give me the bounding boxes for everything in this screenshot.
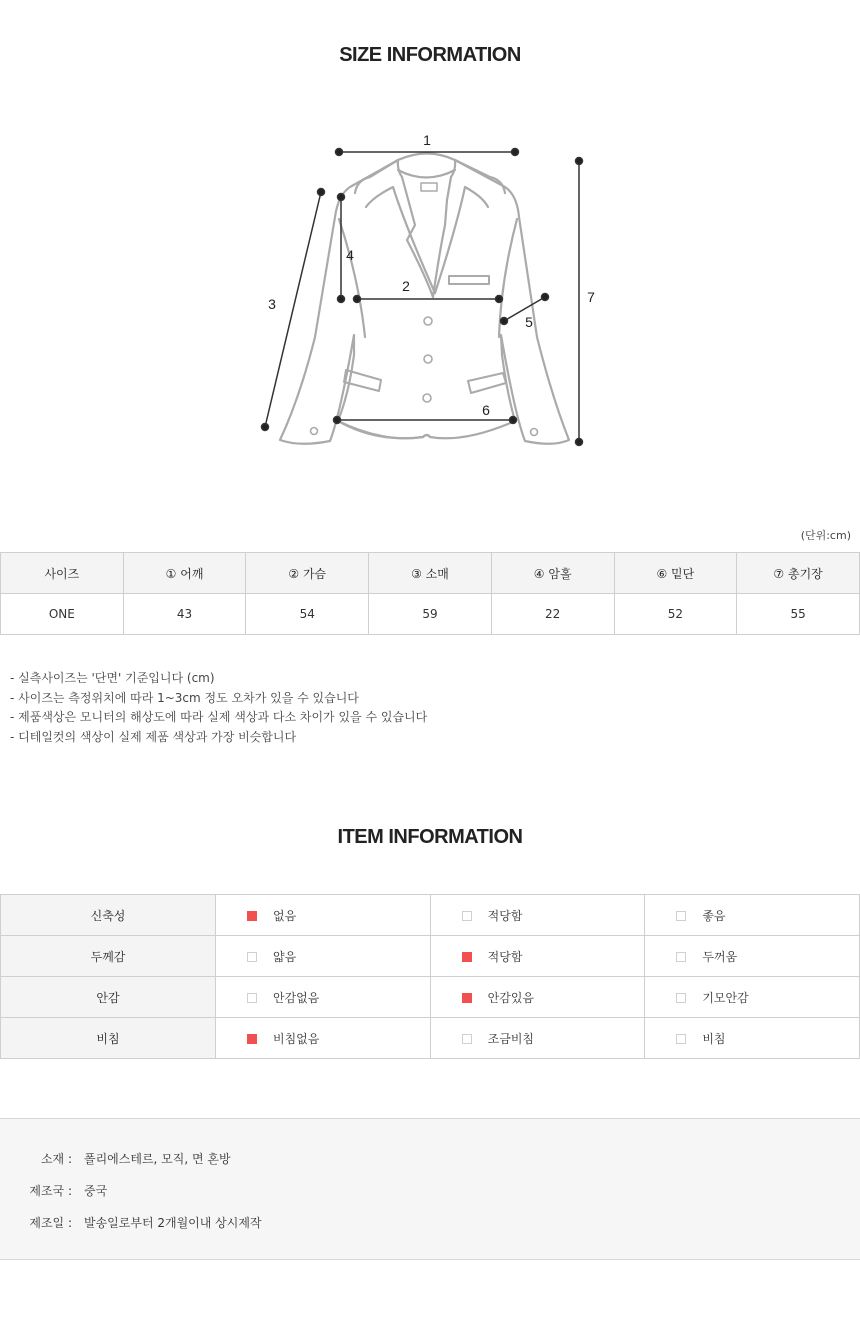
measure-number-6: 6: [482, 402, 490, 418]
checked-box-icon: [247, 1034, 257, 1044]
item-option: [430, 977, 645, 1018]
unchecked-box-icon: [462, 1034, 472, 1044]
spec-value: 폴리에스테르, 모직, 면 혼방: [84, 1152, 231, 1166]
measure-number-7: 7: [587, 289, 595, 305]
header-cell: ⑦ 총기장: [737, 553, 860, 594]
option-label: 좋음: [702, 908, 726, 923]
unchecked-box-icon: [676, 952, 686, 962]
table-cell: 59: [369, 594, 492, 635]
size-table-header: [1, 553, 860, 594]
item-option: [430, 1018, 645, 1059]
table-row: [1, 1018, 860, 1059]
header-cell: ③ 소매: [369, 553, 492, 594]
unchecked-box-icon: [247, 952, 257, 962]
table-row: [1, 594, 860, 635]
product-spec-box: [0, 1118, 860, 1260]
table-cell: 52: [614, 594, 737, 635]
table-cell: ONE: [1, 594, 124, 635]
option-label: 기모안감: [702, 990, 749, 1005]
measure-number-4: 4: [346, 247, 354, 263]
header-cell: ④ 암홀: [491, 553, 614, 594]
table-cell: 55: [737, 594, 860, 635]
item-attribute-label: 안감: [1, 977, 216, 1018]
note-line: - 제품색상은 모니터의 해상도에 따라 실제 색상과 다소 차이가 있을 수 있습니다: [10, 710, 428, 724]
checked-box-icon: [462, 993, 472, 1003]
size-notes: [10, 669, 427, 747]
note-line: - 사이즈는 측정위치에 따라 1~3cm 정도 오차가 있을 수 있습니다: [10, 690, 359, 705]
item-option: [430, 936, 645, 977]
table-row: [1, 977, 860, 1018]
spec-value: 중국: [84, 1184, 108, 1198]
unit-note: (단위:cm): [800, 529, 851, 542]
option-label: 조금비침: [487, 1031, 535, 1046]
note-line: - 디테일컷의 색상이 실제 제품 색상과 가장 비슷합니다: [10, 729, 297, 744]
item-option: [430, 895, 645, 936]
checked-box-icon: [247, 911, 257, 921]
header-cell: ① 어깨: [123, 553, 246, 594]
unchecked-box-icon: [676, 1034, 686, 1044]
table-row: [1, 936, 860, 977]
item-option: [645, 895, 860, 936]
item-option: [216, 895, 431, 936]
option-label: 없음: [273, 908, 297, 923]
spec-key: 제조국 :: [29, 1184, 72, 1198]
size-information-title: SIZE INFORMATION: [339, 44, 521, 66]
measure-number-2: 2: [402, 278, 410, 294]
spec-key: 제조일 :: [29, 1216, 72, 1230]
item-info-table: [0, 894, 860, 1059]
option-label: 안감없음: [273, 990, 320, 1005]
item-attribute-label: 비침: [1, 1018, 216, 1059]
unchecked-box-icon: [676, 911, 686, 921]
item-option: [216, 977, 431, 1018]
measure-number-1: 1: [423, 132, 431, 148]
table-cell: 22: [491, 594, 614, 635]
item-option: [645, 936, 860, 977]
note-line: - 실측사이즈는 '단면' 기준입니다 (cm): [10, 671, 215, 685]
option-label: 적당함: [487, 949, 523, 964]
table-row: [1, 895, 860, 936]
header-cell: ⑥ 밑단: [614, 553, 737, 594]
unchecked-box-icon: [247, 993, 257, 1003]
item-option: [645, 977, 860, 1018]
table-cell: 54: [246, 594, 369, 635]
spec-key: 소재 :: [40, 1152, 72, 1166]
item-attribute-label: 두께감: [1, 936, 216, 977]
option-label: 안감있음: [487, 990, 535, 1005]
header-cell: 사이즈: [1, 553, 124, 594]
option-label: 두꺼움: [702, 949, 738, 964]
unchecked-box-icon: [462, 911, 472, 921]
option-label: 비침: [702, 1031, 726, 1046]
option-label: 얇음: [273, 949, 297, 964]
jacket-size-diagram: [255, 125, 615, 455]
option-label: 적당함: [487, 908, 523, 923]
item-information-title: ITEM INFORMATION: [337, 826, 523, 848]
item-option: [216, 1018, 431, 1059]
measure-number-5: 5: [525, 314, 533, 330]
table-cell: 43: [123, 594, 246, 635]
item-option: [216, 936, 431, 977]
measure-number-3: 3: [268, 296, 276, 312]
size-table: [0, 552, 860, 635]
item-option: [645, 1018, 860, 1059]
checked-box-icon: [462, 952, 472, 962]
header-cell: ② 가슴: [246, 553, 369, 594]
item-attribute-label: 신축성: [1, 895, 216, 936]
unchecked-box-icon: [676, 993, 686, 1003]
option-label: 비침없음: [273, 1031, 320, 1046]
spec-value: 발송일로부터 2개월이내 상시제작: [84, 1216, 262, 1230]
